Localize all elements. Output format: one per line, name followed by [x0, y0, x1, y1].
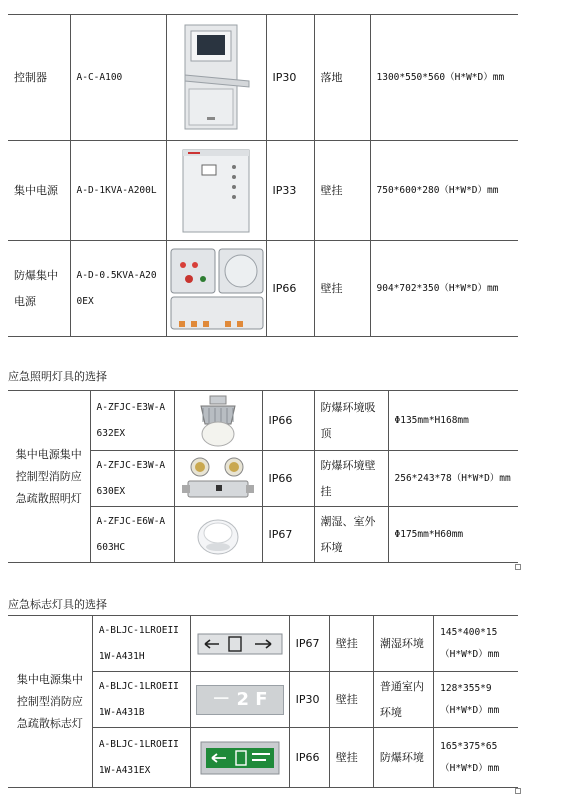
explosion-proof-lamp-icon [174, 391, 262, 451]
device-name: 控制器 [8, 15, 70, 141]
table-corner-mark [515, 788, 521, 794]
device-model: A-C-A100 [70, 15, 166, 141]
install-method: 落地 [314, 15, 370, 141]
green-exit-sign-icon [191, 728, 289, 788]
device-model: A-D-1KVA-A200L [70, 141, 166, 241]
environment: 潮湿环境 [373, 616, 433, 672]
ip-rating: IP30 [289, 672, 329, 728]
dimensions: 145*400*15（H*W*D）mm [434, 616, 518, 672]
floor-sign-text: － 2 F [196, 685, 284, 715]
device-name: 防爆集中电源 [8, 241, 70, 337]
device-model: A-D-0.5KVA-A200EX [70, 241, 166, 337]
ip-rating: IP67 [289, 616, 329, 672]
ip-rating: IP30 [266, 15, 314, 141]
control-cabinet-icon [166, 15, 266, 141]
install-method: 防爆环境吸顶 [314, 391, 388, 451]
twin-spot-light-icon [174, 451, 262, 507]
ip-rating: IP66 [266, 241, 314, 337]
install-method: 壁挂 [329, 672, 373, 728]
install-method: 壁挂 [314, 241, 370, 337]
lamp-model: A-ZFJC-E6W-A603HC [90, 507, 174, 563]
sign-table [8, 615, 518, 788]
ip-rating: IP67 [262, 507, 314, 563]
table-row [8, 15, 518, 141]
dimensions: 128*355*9（H*W*D）mm [434, 672, 518, 728]
install-method: 潮湿、室外环境 [314, 507, 388, 563]
dimensions: 256*243*78（H*W*D）mm [388, 451, 518, 507]
lamp-model: A-ZFJC-E3W-A630EX [90, 451, 174, 507]
ceiling-light-icon [174, 507, 262, 563]
exit-sign-arrow-icon [191, 616, 289, 672]
section-title-lighting: 应急照明灯具的选择 [8, 370, 107, 383]
environment: 普通室内环境 [373, 672, 433, 728]
sign-group-label: 集中电源集中控制型消防应急疏散标志灯 [8, 616, 92, 788]
lighting-table [8, 390, 518, 563]
dimensions: 165*375*65（H*W*D）mm [434, 728, 518, 788]
dimensions: 750*600*280（H*W*D）mm [370, 141, 518, 241]
dimensions: 1300*550*560（H*W*D）mm [370, 15, 518, 141]
device-name: 集中电源 [8, 141, 70, 241]
install-method: 防爆环境壁挂 [314, 451, 388, 507]
table-row [8, 616, 518, 672]
equipment-table [8, 14, 518, 337]
install-method: 壁挂 [329, 616, 373, 672]
install-method: 壁挂 [314, 141, 370, 241]
section-title-signs: 应急标志灯具的选择 [8, 598, 107, 611]
lamp-group-label: 集中电源集中控制型消防应急疏散照明灯 [8, 391, 90, 563]
install-method: 壁挂 [329, 728, 373, 788]
environment: 防爆环境 [373, 728, 433, 788]
table-row [8, 391, 518, 451]
ip-rating: IP33 [266, 141, 314, 241]
dimensions: Φ175mm*H60mm [388, 507, 518, 563]
ip-rating: IP66 [289, 728, 329, 788]
table-row [8, 241, 518, 337]
sign-model: A-BLJC-1LROEII1W-A431H [92, 616, 190, 672]
floor-sign-2f-icon [191, 672, 289, 728]
dimensions: 904*702*350（H*W*D）mm [370, 241, 518, 337]
power-cabinet-icon [166, 141, 266, 241]
sign-model: A-BLJC-1LROEII1W-A431B [92, 672, 190, 728]
sign-model: A-BLJC-1LROEII1W-A431EX [92, 728, 190, 788]
explosion-proof-box-icon [166, 241, 266, 337]
lamp-model: A-ZFJC-E3W-A632EX [90, 391, 174, 451]
table-corner-mark [515, 564, 521, 570]
table-row [8, 141, 518, 241]
ip-rating: IP66 [262, 451, 314, 507]
ip-rating: IP66 [262, 391, 314, 451]
dimensions: Φ135mm*H168mm [388, 391, 518, 451]
